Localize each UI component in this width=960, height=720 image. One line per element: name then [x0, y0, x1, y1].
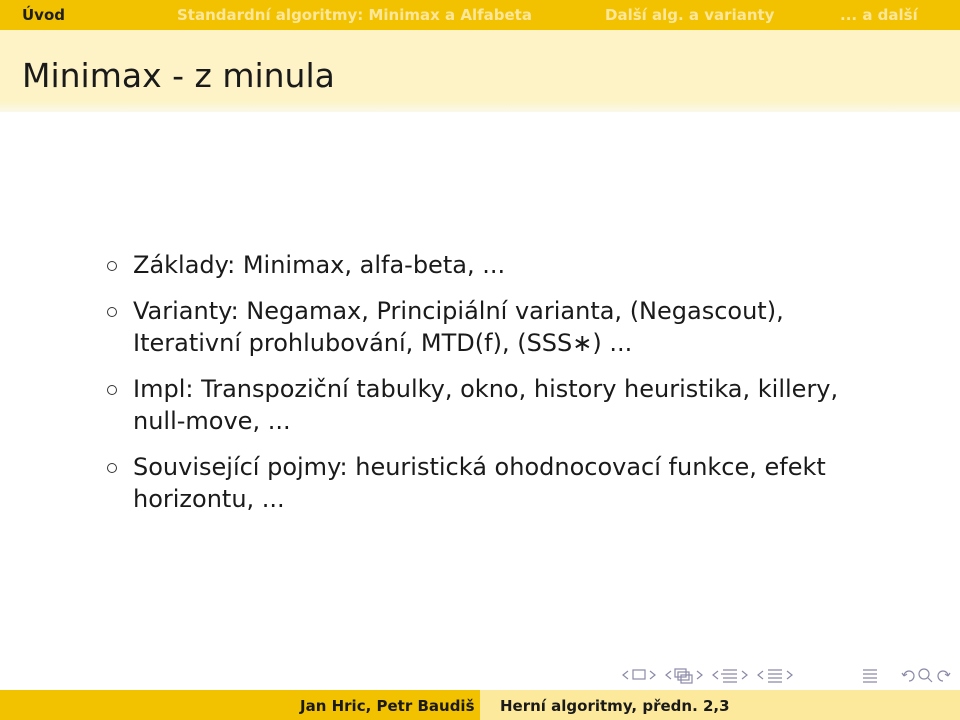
nav-section-a-dalsi[interactable]: ... a další: [840, 6, 918, 24]
document-icon[interactable]: [768, 670, 782, 682]
nav-section-dalsi-alg[interactable]: Další alg. a varianty: [605, 6, 775, 24]
footer-talk-panel: [480, 690, 960, 720]
frame-title: Minimax - z minula: [22, 56, 335, 95]
subsection-icon[interactable]: [675, 669, 692, 683]
nav-section-standardni-algoritmy[interactable]: Standardní algoritmy: Minimax a Alfabeta: [177, 6, 532, 24]
bullet-icon: [107, 307, 117, 317]
beamer-navigation-symbols: [620, 664, 956, 686]
subsection-prev-arrow-icon[interactable]: [666, 671, 671, 679]
bullet-text: Základy: Minimax, alfa-beta, ...: [133, 251, 506, 279]
bullet-icon: [107, 261, 117, 271]
section-next-arrow-icon[interactable]: [742, 671, 747, 679]
frame-icon[interactable]: [633, 670, 645, 679]
back-icon[interactable]: [902, 671, 914, 681]
bullet-text: Varianty: Negamax, Principiální varianta, (Negascout), Iterativní prohlubování, MTD(f), (SSS∗) ...: [133, 297, 784, 357]
bullet-item: [103, 295, 893, 359]
frame-prev-arrow-icon[interactable]: [623, 671, 628, 679]
document-prev-arrow-icon[interactable]: [758, 671, 763, 679]
footer-authors-panel: [0, 690, 480, 720]
bullet-text: Impl: Transpoziční tabulky, okno, history heuristika, killery, null-move, ...: [133, 375, 839, 435]
forward-icon[interactable]: [938, 671, 950, 681]
header-navigation-bar: [0, 0, 960, 30]
bullet-icon: [107, 385, 117, 395]
appendix-icon[interactable]: [863, 670, 877, 682]
document-next-arrow-icon[interactable]: [787, 671, 792, 679]
search-icon[interactable]: [919, 669, 932, 682]
subsection-next-arrow-icon[interactable]: [697, 671, 702, 679]
bullet-text: Související pojmy: heuristická ohodnocovací funkce, efekt horizontu, ...: [133, 453, 826, 513]
nav-section-uvod[interactable]: Úvod: [22, 6, 66, 24]
footer-authors: Jan Hric, Petr Baudiš: [300, 697, 475, 715]
footer: [0, 690, 960, 720]
footer-talk-title: Herní algoritmy, předn. 2,3: [500, 697, 730, 715]
frame-title-bar: [0, 30, 960, 112]
bullet-list: [103, 249, 893, 515]
section-prev-arrow-icon[interactable]: [713, 671, 718, 679]
bullet-icon: [107, 463, 117, 473]
bullet-item: [103, 451, 893, 515]
bullet-item: [103, 249, 893, 281]
frame-next-arrow-icon[interactable]: [650, 671, 655, 679]
bullet-item: [103, 373, 893, 437]
section-icon[interactable]: [721, 670, 737, 682]
slide-content: [103, 249, 893, 529]
